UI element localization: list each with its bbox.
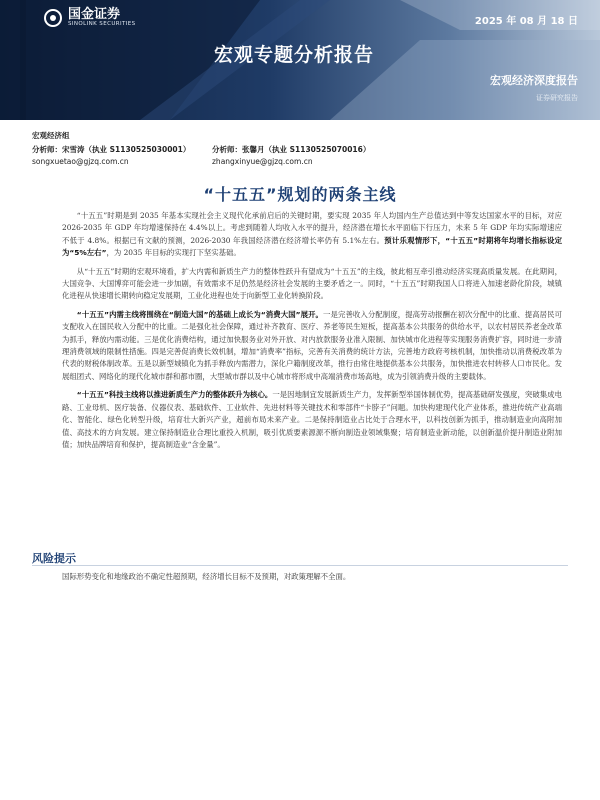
risk-heading: 风险提示 [32, 552, 76, 565]
paragraph-2 [62, 266, 562, 303]
author-block [32, 130, 392, 166]
analyst-2 [212, 144, 392, 166]
analyst-1 [32, 144, 212, 166]
paragraph-3 [62, 309, 562, 383]
document-body [62, 210, 562, 457]
document-title: “十五五”规划的两条主线 [203, 185, 397, 204]
report-category [490, 72, 578, 103]
risk-text: 国际形势变化和地缘政治不确定性超预期，经济增长目标不及预期，对政策理解不全面。 [62, 572, 351, 581]
risk-divider [32, 565, 568, 566]
analyst-2-name: 分析师：张馨月（执业 S1130525070016） [212, 145, 371, 154]
paragraph-4-lead: “十五五”科技主线将以推进新质生产力的整体跃升为核心。 [76, 390, 273, 400]
report-date: 2025 年 08 月 18 日 [474, 16, 578, 27]
paragraph-1-text: “十五五”时期是到 2035 年基本实现社会主义现代化承前启后的关键时期，要实现 2035 年人均国内生产总值达到中等发达国家水平的目标，对应 2026-2035 年 GDP 年均增速保持在 4.4%以上。考虑到随着人均收入水平的提升，经济潜在增长水平面临下行压力，未来 5 年 GDP 年均实际增速应不低于 4.8%。根据已有文献的预测，2026-2030 年我国经济潜在经济增长率仍有 5.1%左右。 [62, 211, 562, 245]
logo-name-cn: 国金证券 [68, 7, 121, 22]
paragraph-4-text: 一是因地制宜发展新质生产力，发挥新型举国体制优势，提高基础研发强度，突破集成电路、工业母机、医疗装备、仪器仪表、基础软件、工业软件、先进材料等关键技术和零部件“卡脖子”问题。加快构建现代化产业体系，推进传统产业高端化、智能化、绿色化转型升级，培育壮大新兴产业，超前布局未来产业。二是保持制造业占比处于合理水平，以科技创新为抓手，推动制造业向高附加值、高技术的方向发展。建立保持制造业合理比重投入机制，吸引优质要素源源不断向制造业领域集聚；培育制造业新动能，以创新温价提升制造业附加值；加快品牌培育和保护，提高制造业“含金量”。 [62, 390, 562, 449]
analyst-1-email[interactable]: songxuetao@gjzq.com.cn [32, 157, 129, 166]
logo-name-en: SINOLINK SECURITIES [68, 21, 136, 27]
paragraph-1-tail: ，为 2035 年目标的实现打下坚实基础。 [106, 248, 241, 258]
paragraph-3-lead: “十五五”内需主线将围绕在“制造大国”的基础上成长为“消费大国”展开。 [76, 309, 324, 319]
paragraph-4 [62, 389, 562, 451]
banner-title: 宏观专题分析报告 [214, 44, 375, 66]
logo-icon [44, 9, 62, 27]
research-group: 宏观经济组 [32, 131, 70, 140]
paragraph-3-text: 一是完善收入分配制度，提高劳动报酬在初次分配中的比重、提高居民可支配收入在国民收入分配中的比重。二是强化社会保障，通过补齐教育、医疗、养老等民生短板，提高基本公共服务的供给水平，以农村居民养老金改革为抓手，释放内需动能。三是优化消费结构，通过加快服务业对外开放、对内放款服务业准入限制、加快城市化进程等实现服务消费扩容，同时进一步清理消费领域的限制性措施。四是完善促消费长效机制，增加“消费率”指标，完善有关消费的统计方法，完善地方政府考核机制，加快推动以消费税改革为代表的财税体制改革。五是以新型城镇化为抓手释放内需潜力，深化户籍制度改革，推行由常住地提供基本公共服务，加快推进农村转移人口市民化。发展组团式、网络化的现代化城市群和都市圈，大型城市群以及中心城市将形成中高端消费市场高地，成为引领消费升级的主要载体。 [62, 309, 562, 381]
paragraph-1-emphasis: 预计乐观情形下，“十五五”时期将年均增长指标设定为“5%左右” [62, 235, 563, 258]
analyst-1-name: 分析师：宋雪涛（执业 S1130525030001） [32, 145, 191, 154]
paragraph-2-text: 从“十五五”时期的宏观环境看，扩大内需和新质生产力的整体性跃升有望成为“十五五”的主线，彼此相互牵引推动经济实现高质量发展。在此期间，大国竞争、大国博弈可能会进一步加剧，有效需求不足仍然是经济社会发展的主要矛盾之一。同时，“十五五”时期我国人口将进入加速老龄化阶段，城镇化进程从快速增长期转向稳定发展期，工业化进程也处于向新型工业化转换阶段。 [62, 266, 562, 301]
banner-divider [0, 120, 600, 128]
report-type: 宏观经济深度报告 [490, 74, 578, 87]
report-banner [0, 0, 600, 120]
analyst-2-email[interactable]: zhangxinyue@gjzq.com.cn [212, 157, 313, 166]
paragraph-1 [62, 210, 562, 260]
company-logo [44, 8, 136, 28]
report-dept: 证券研究报告 [536, 94, 578, 102]
